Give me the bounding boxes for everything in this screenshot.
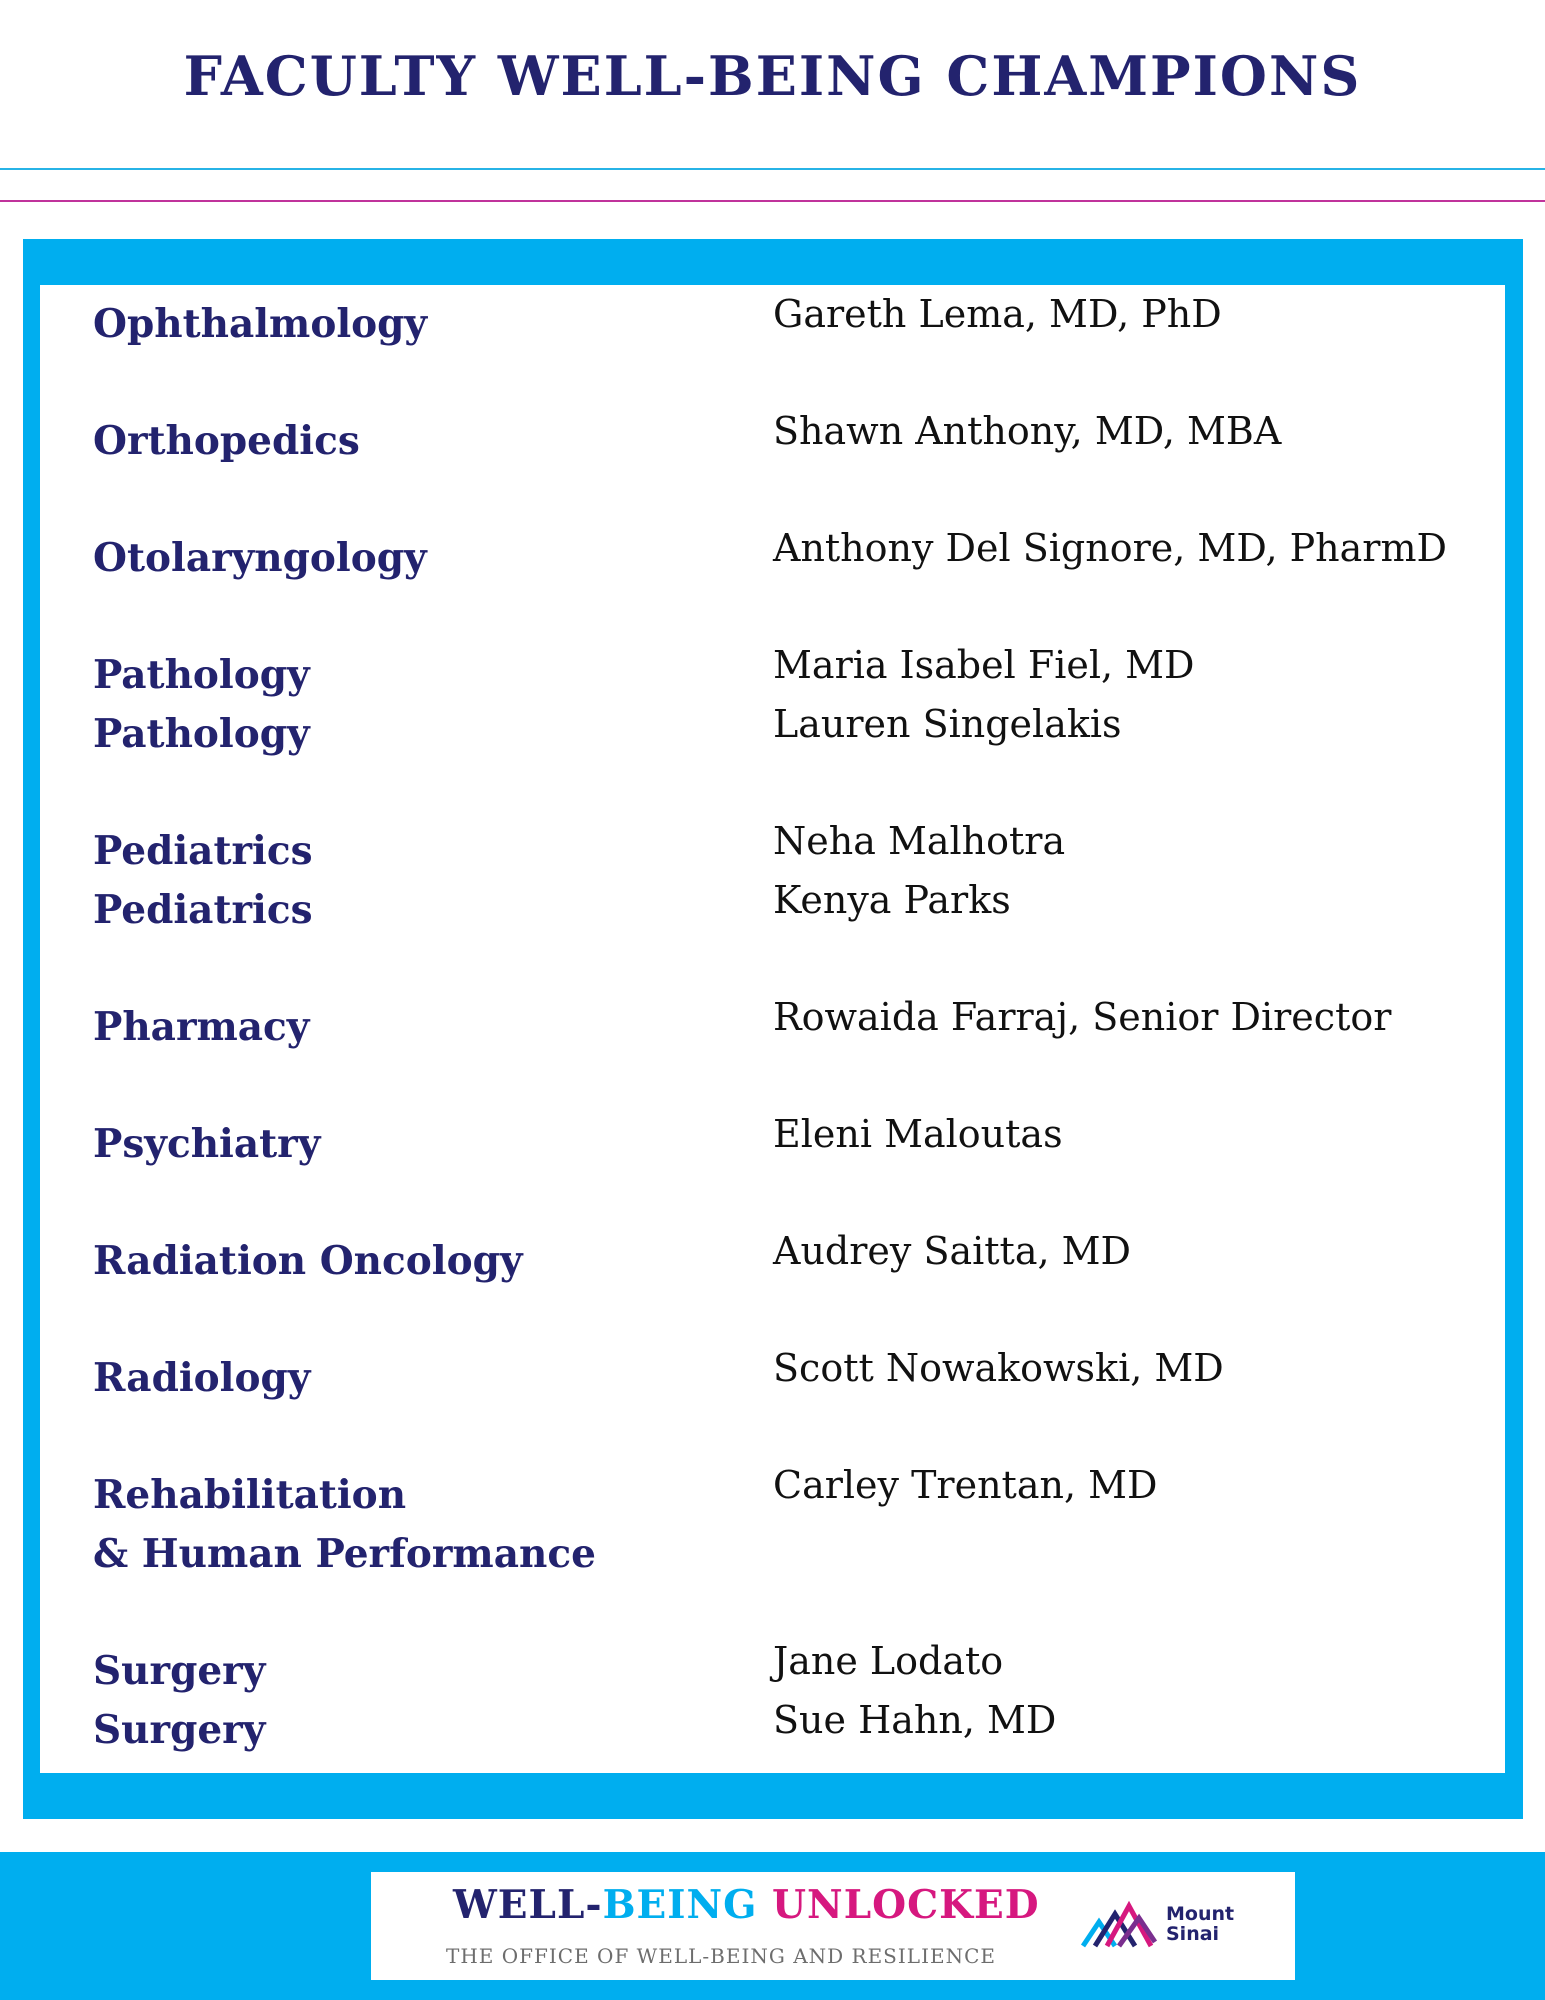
champion-name: Rowaida Farraj, Senior Director	[773, 995, 1392, 1039]
department-label: Pathology	[93, 711, 310, 757]
page-title: FACULTY WELL-BEING CHAMPIONS	[183, 44, 1362, 108]
department-label: Pediatrics	[93, 828, 313, 874]
divider-cyan	[0, 168, 1545, 170]
champion-name: Maria Isabel Fiel, MD	[773, 643, 1195, 687]
brand-part-well: WELL-	[453, 1882, 603, 1928]
champion-name: Anthony Del Signore, MD, PharmD	[773, 526, 1447, 570]
footer-card	[371, 1872, 1295, 1980]
department-label: Psychiatry	[93, 1121, 321, 1167]
logo-text-line1: Mount	[1166, 1903, 1235, 1925]
champion-names-cell	[773, 1632, 1473, 1750]
champion-names-cell	[773, 636, 1473, 754]
department-label: Pathology	[93, 652, 310, 698]
mount-sinai-logo-text	[1166, 1904, 1234, 1944]
champions-frame	[23, 239, 1523, 1819]
champion-name: Jane Lodato	[773, 1639, 1004, 1683]
department-label: Orthopedics	[93, 418, 360, 464]
department-cell	[93, 402, 713, 464]
champion-names-cell	[773, 812, 1473, 930]
divider-magenta	[0, 200, 1545, 202]
champions-list	[40, 285, 1505, 1773]
department-label: & Human Performance	[93, 1531, 596, 1577]
brand-wordmark	[453, 1882, 1040, 1928]
champion-name: Sue Hahn, MD	[773, 1698, 1057, 1742]
champion-name: Eleni Maloutas	[773, 1112, 1063, 1156]
department-cell	[93, 636, 713, 757]
champion-names-cell	[773, 1222, 1473, 1281]
department-label: Pediatrics	[93, 887, 313, 933]
department-label: Radiology	[93, 1355, 311, 1401]
champion-names-cell	[773, 285, 1473, 344]
department-label: Surgery	[93, 1707, 266, 1753]
champion-names-cell	[773, 1456, 1473, 1515]
champion-name: Scott Nowakowski, MD	[773, 1346, 1224, 1390]
brand-part-being: BEING	[602, 1882, 773, 1928]
footer-bar	[0, 1852, 1545, 2000]
champion-name: Carley Trentan, MD	[773, 1463, 1158, 1507]
champion-name: Neha Malhotra	[773, 819, 1066, 863]
department-cell	[93, 1105, 713, 1167]
department-label: Ophthalmology	[93, 301, 428, 347]
champion-name: Gareth Lema, MD, PhD	[773, 292, 1222, 336]
champion-name: Lauren Singelakis	[773, 702, 1122, 746]
brand-tagline: THE OFFICE OF WELL-BEING AND RESILIENCE	[446, 1944, 996, 1968]
department-cell	[93, 812, 713, 933]
department-cell	[93, 1456, 713, 1577]
department-label: Otolaryngology	[93, 535, 427, 581]
champion-names-cell	[773, 1339, 1473, 1398]
department-cell	[93, 1339, 713, 1401]
mount-sinai-logo-icon	[1081, 1896, 1157, 1948]
department-label: Surgery	[93, 1648, 266, 1694]
champion-names-cell	[773, 519, 1473, 578]
department-cell	[93, 988, 713, 1050]
department-cell	[93, 285, 713, 347]
champion-names-cell	[773, 988, 1473, 1047]
department-cell	[93, 1632, 713, 1753]
department-label: Pharmacy	[93, 1004, 310, 1050]
champion-name: Audrey Saitta, MD	[773, 1229, 1132, 1273]
department-label: Rehabilitation	[93, 1472, 407, 1518]
department-cell	[93, 1222, 713, 1284]
champion-name: Kenya Parks	[773, 878, 1011, 922]
logo-text-line2: Sinai	[1166, 1923, 1220, 1945]
champion-name: Shawn Anthony, MD, MBA	[773, 409, 1282, 453]
department-label: Radiation Oncology	[93, 1238, 523, 1284]
brand-part-unlocked: UNLOCKED	[772, 1882, 1040, 1928]
department-cell	[93, 519, 713, 581]
champion-names-cell	[773, 1105, 1473, 1164]
champion-names-cell	[773, 402, 1473, 461]
